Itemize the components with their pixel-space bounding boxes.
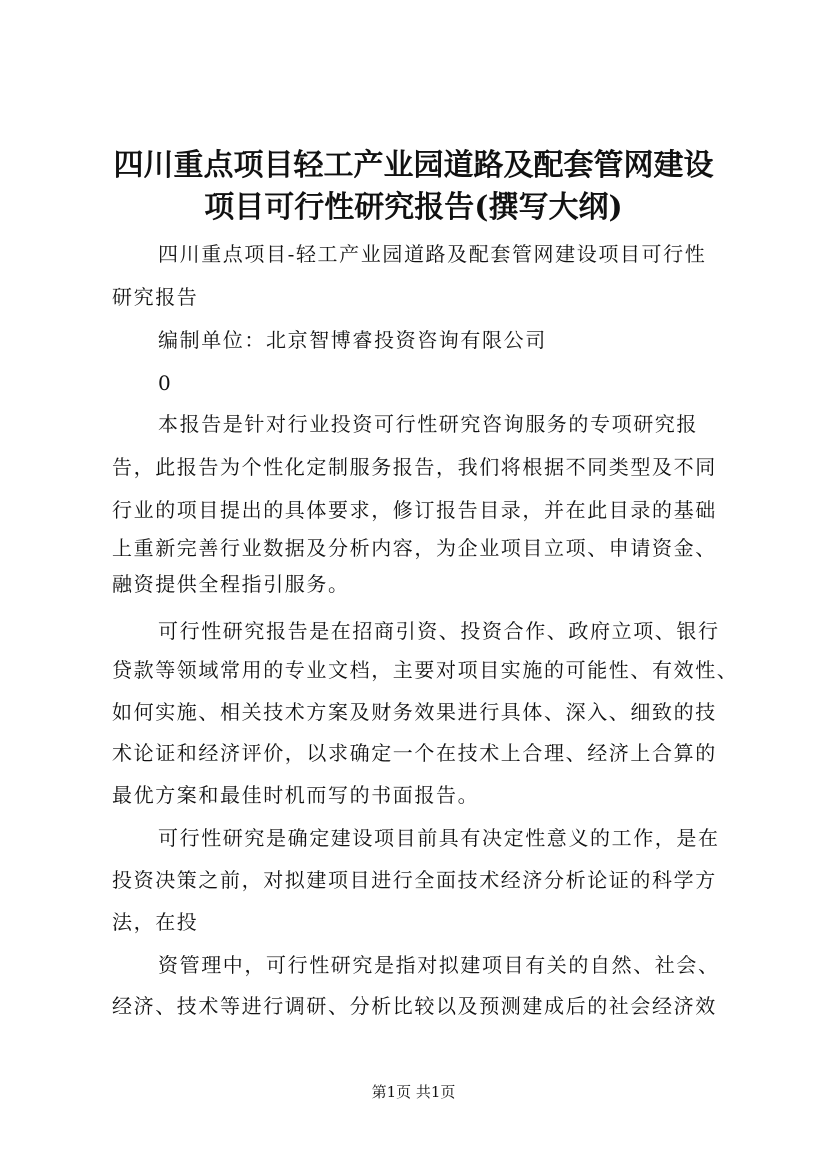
subtitle-line-2: 研究报告 (112, 285, 199, 309)
paragraph-3-line-1: 可行性研究是确定建设项目前具有决定性意义的工作，是在 (158, 826, 720, 850)
paragraph-1-line-4: 上重新完善行业数据及分析内容，为企业项目立项、申请资金、 (112, 536, 717, 560)
paragraph-1-line-5: 融资提供全程指引服务。 (112, 572, 350, 596)
paragraph-2-line-3: 如何实施、相关技术方案及财务效果进行具体、深入、细致的技 (112, 700, 717, 724)
document-title-line-2: 项目可行性研究报告(撰写大纲) (204, 190, 623, 225)
paragraph-2-line-5: 最优方案和最佳时机而写的书面报告。 (112, 783, 480, 807)
paragraph-2-line-1: 可行性研究报告是在招商引资、投资合作、政府立项、银行 (158, 619, 720, 643)
paragraph-1-line-1: 本报告是针对行业投资可行性研究咨询服务的专项研究报 (158, 412, 698, 436)
paragraph-2-line-2: 贷款等领域常用的专业文档，主要对项目实施的可能性、有效性、 (112, 658, 739, 682)
paragraph-3-line-2: 投资决策之前，对拟建项目进行全面技术经济分析论证的科学方 (112, 868, 717, 892)
paragraph-4-line-1: 资管理中，可行性研究是指对拟建项目有关的自然、社会、 (158, 953, 720, 977)
paragraph-4-line-2: 经济、技术等进行调研、分析比较以及预测建成后的社会经济效 (112, 994, 717, 1018)
paragraph-1-line-2: 告，此报告为个性化定制服务报告，我们将根据不同类型及不同 (112, 455, 717, 479)
number-line: 0 (158, 371, 173, 395)
author-line: 编制单位：北京智博睿投资咨询有限公司 (158, 328, 547, 352)
paragraph-1-line-3: 行业的项目提出的具体要求，修订报告目录，并在此目录的基础 (112, 498, 717, 522)
subtitle-line-1: 四川重点项目-轻工产业园道路及配套管网建设项目可行性 (158, 242, 707, 266)
paragraph-3-line-3: 法，在投 (112, 910, 199, 934)
page-footer: 第1页 共1页 (371, 1083, 456, 1101)
paragraph-2-line-4: 术论证和经济评价，以求确定一个在技术上合理、经济上合算的 (112, 741, 717, 765)
document-title-line-1: 四川重点项目轻工产业园道路及配套管网建设 (113, 148, 714, 183)
